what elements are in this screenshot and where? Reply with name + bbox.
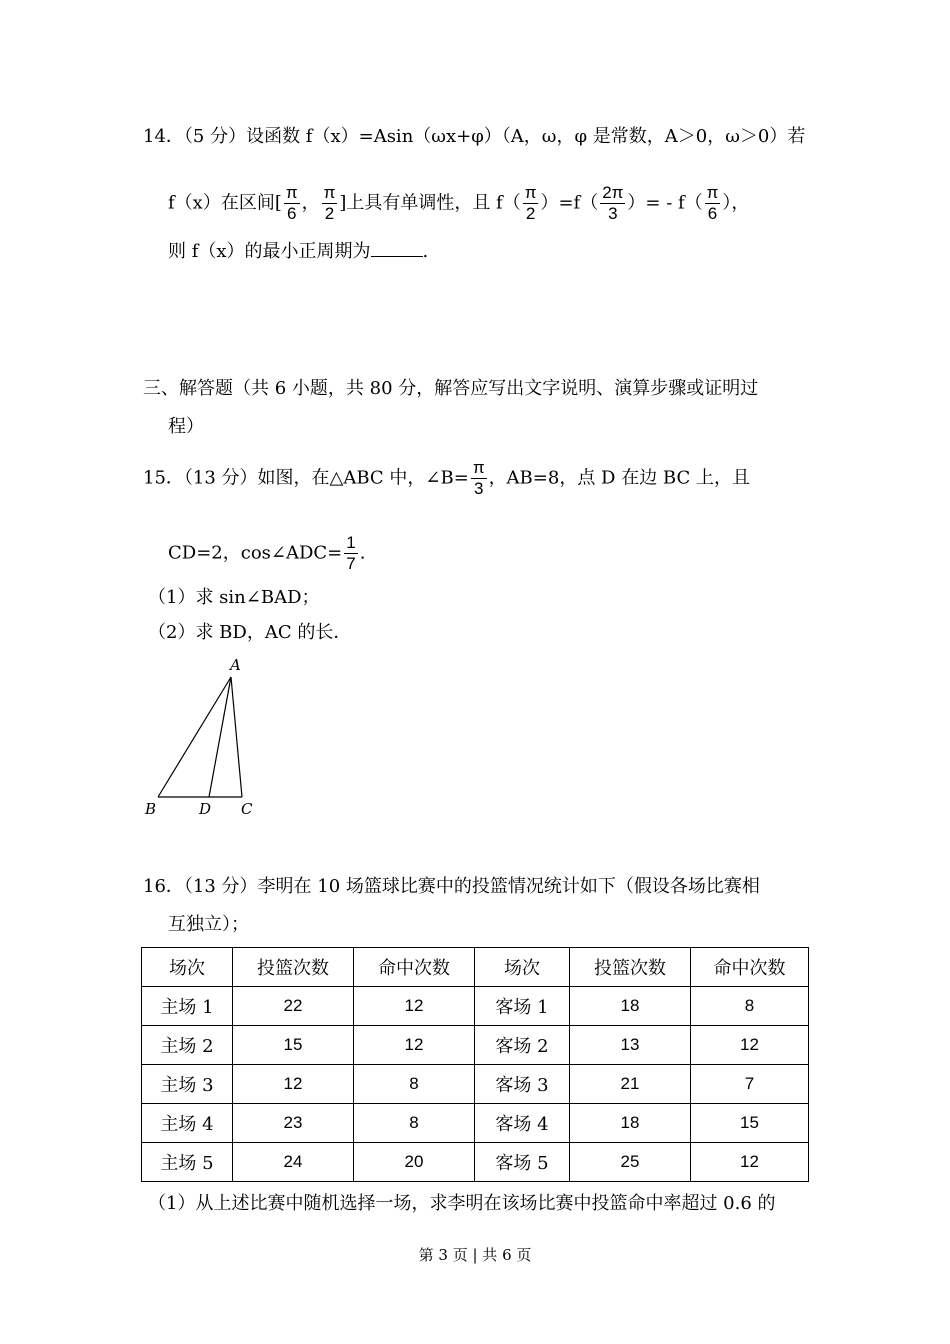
table-cell: 15 [233,1026,354,1065]
table-cell: 主场 3 [142,1065,233,1104]
side-ac [231,677,242,797]
table-cell: 主场 4 [142,1104,233,1143]
table-cell: 客场 4 [475,1104,570,1143]
table-cell: 15 [691,1104,809,1143]
table-cell: 18 [570,987,691,1026]
q15-part-2: （2）求 BD，AC 的长． [148,622,352,643]
fraction-pi-over-6: $\frac{\pi}{6}$ [706,183,719,223]
table-cell: 12 [691,1143,809,1182]
label-c: C [241,800,253,818]
q15-line-1: 15．（13 分）如图，在△ABC 中，∠B= $\frac{\pi}{3}$ ，AB=8，点 D 在边 BC 上，且 [143,458,750,498]
table-cell: 23 [233,1104,354,1143]
answer-blank [371,238,423,257]
table-cell: 7 [691,1065,809,1104]
q14-line-3: 则 f（x）的最小正周期为 . [168,238,428,264]
section-3-heading-cont: 程） [168,416,204,437]
table-header-row [142,948,809,987]
table-row [142,987,809,1026]
table-header: 命中次数 [354,948,475,987]
table-cell: 25 [570,1143,691,1182]
table-cell: 主场 1 [142,987,233,1026]
fraction-pi-over-2: $\frac{\pi}{2}$ [524,183,537,223]
table-header: 命中次数 [691,948,809,987]
table-cell: 12 [233,1065,354,1104]
fraction-pi-over-3: $\frac{\pi}{3}$ [472,458,485,498]
shooting-stats-table [141,947,809,1182]
label-d: D [199,800,212,818]
fraction-2pi-over-3: $\frac{2\pi}{3}$ [602,183,624,223]
triangle-figure [138,655,268,825]
table-header: 场次 [475,948,570,987]
q16-line-2: 互独立）； [168,914,249,935]
table-header: 投篮次数 [570,948,691,987]
label-a: A [230,656,241,674]
table-cell: 客场 3 [475,1065,570,1104]
table-cell: 8 [691,987,809,1026]
table-cell: 22 [233,987,354,1026]
table-cell: 客场 2 [475,1026,570,1065]
table-row [142,1065,809,1104]
table-cell: 主场 5 [142,1143,233,1182]
table-header: 场次 [142,948,233,987]
q14-line-1: 14．（5 分）设函数 f（x）=Asin（ωx+φ）（A，ω，φ 是常数，A＞0，ω＞0）若 [143,126,806,147]
fraction-1-over-7: $\frac{1}{7}$ [346,533,356,573]
page-footer: 第 3 页 | 共 6 页 [418,1246,532,1264]
table-cell: 主场 2 [142,1026,233,1065]
q16-line-1: 16．（13 分）李明在 10 场篮球比赛中的投篮情况统计如下（假设各场比赛相 [143,876,760,897]
table-cell: 12 [354,1026,475,1065]
section-3-heading: 三、解答题（共 6 小题，共 80 分，解答应写出文字说明、演算步骤或证明过 [143,378,759,399]
table-cell: 12 [354,987,475,1026]
table-cell: 8 [354,1104,475,1143]
fraction-pi-over-2: $\frac{\pi}{2}$ [323,183,336,223]
label-b: B [145,800,157,818]
table-cell: 18 [570,1104,691,1143]
q14-line-2: f（x）在区间[ $\frac{\pi}{6}$ ， $\frac{\pi}{2}$ ]上具有单调性，且 f（ $\frac{\pi}{2}$ ）=f（ $\frac{2\pi}{3}$ ）= - f（ $\frac{\pi}{6}$ ）， [168,183,750,223]
q16-part-1: （1）从上述比赛中随机选择一场，求李明在该场比赛中投篮命中率超过 0.6 的 [148,1193,776,1214]
table-cell: 21 [570,1065,691,1104]
table-cell: 8 [354,1065,475,1104]
table-row [142,1026,809,1065]
table-cell: 客场 5 [475,1143,570,1182]
fraction-pi-over-6: $\frac{\pi}{6}$ [285,183,298,223]
table-row [142,1104,809,1143]
table-cell: 12 [691,1026,809,1065]
table-cell: 24 [233,1143,354,1182]
table-cell: 13 [570,1026,691,1065]
table-cell: 20 [354,1143,475,1182]
q15-part-1: （1）求 sin∠BAD； [148,587,320,608]
table-header: 投篮次数 [233,948,354,987]
table-cell: 客场 1 [475,987,570,1026]
q15-line-2: CD=2，cos∠ADC= $\frac{1}{7}$ . [168,533,366,573]
table-row [142,1143,809,1182]
